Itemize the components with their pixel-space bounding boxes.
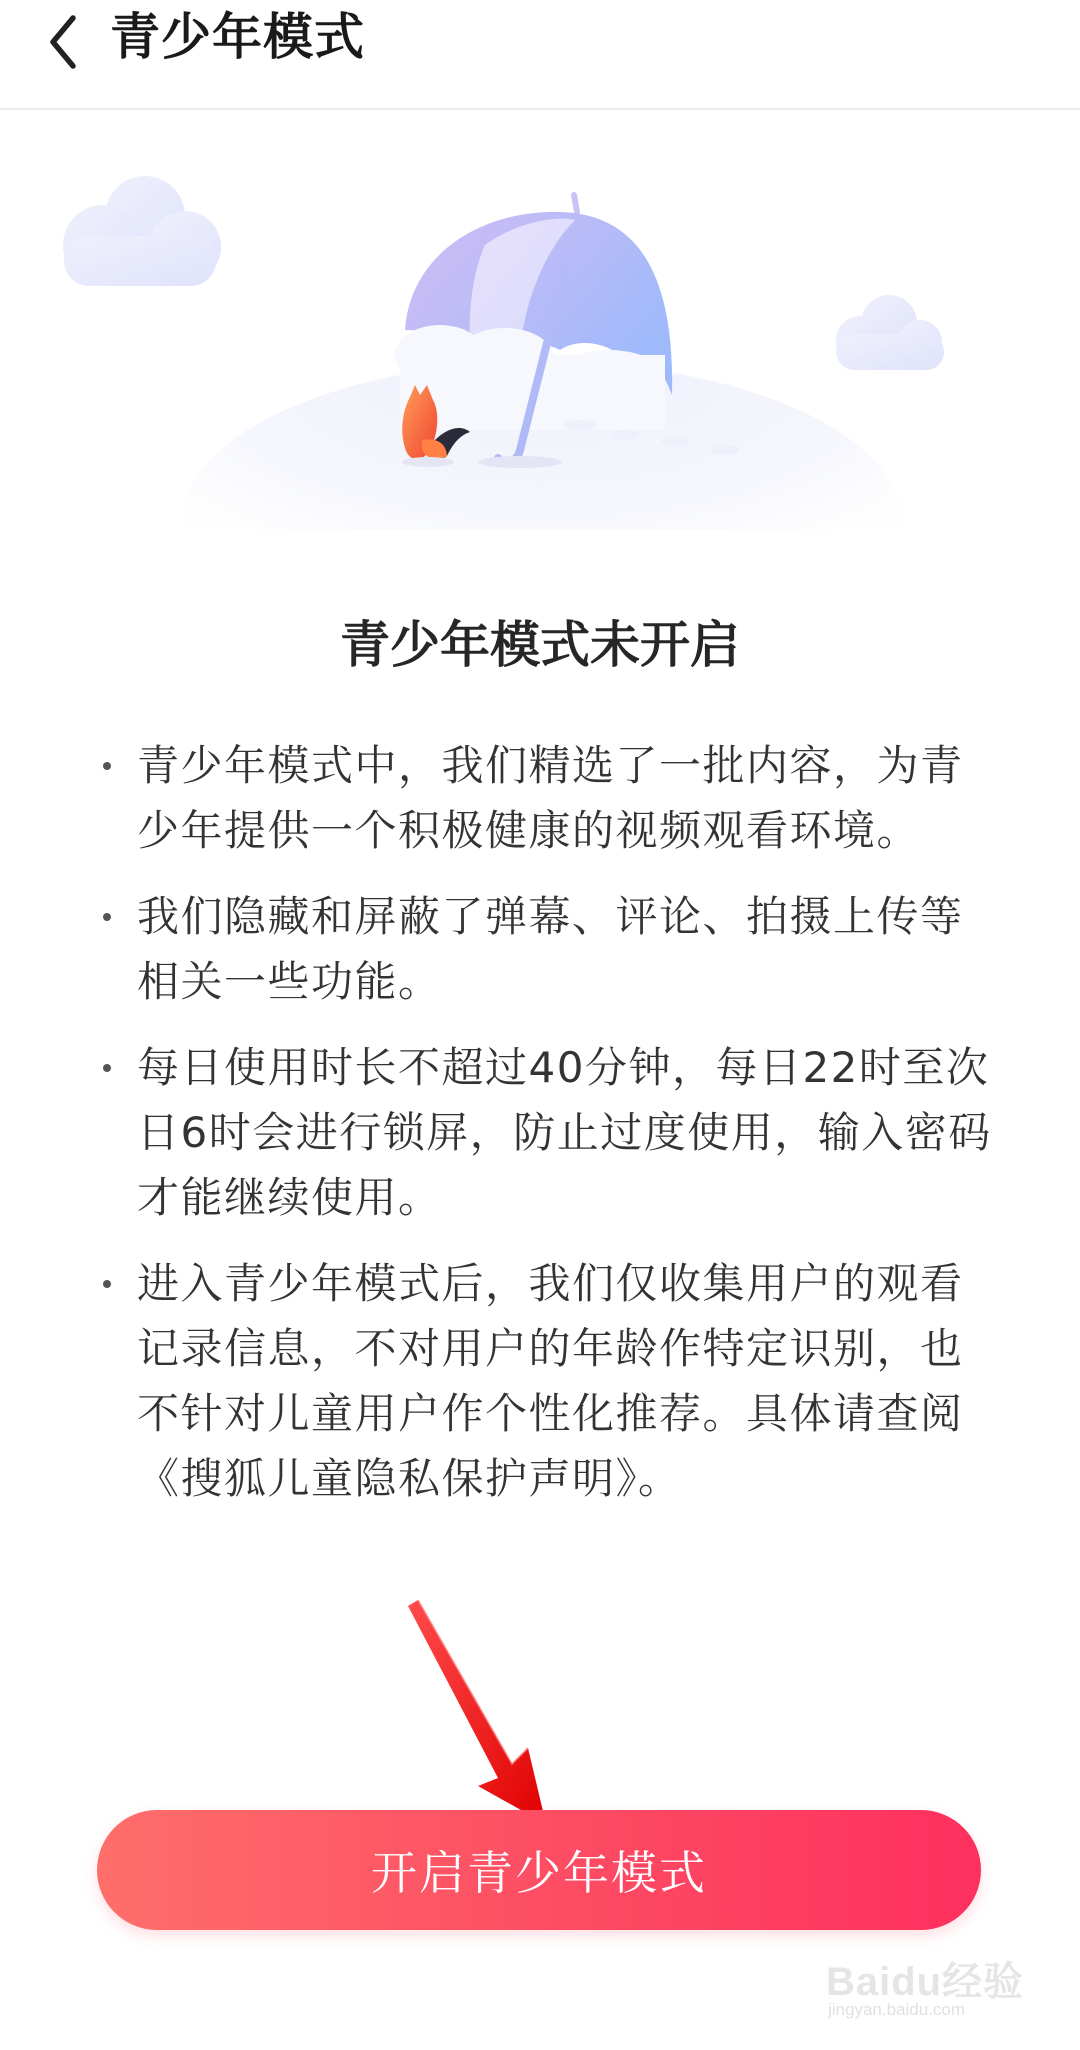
list-item: [100, 733, 1000, 863]
list-item-text: 每日使用时长不超过40分钟，每日22时至次日6时会进行锁屏，防止过度使用，输入密码才能继续使用。: [137, 1043, 992, 1222]
enable-teen-mode-label: 开启青少年模式: [371, 1846, 707, 1900]
list-item-text: 我们隐藏和屏蔽了弹幕、评论、拍摄上传等相关一些功能。: [137, 892, 964, 1006]
red-arrow-icon: [400, 1598, 570, 1828]
back-button[interactable]: [28, 0, 98, 80]
bullet-dot-icon: [103, 1064, 111, 1072]
cloud-icon: [63, 176, 221, 286]
page-title: 青少年模式: [110, 8, 365, 66]
header-bar: [0, 0, 1080, 110]
info-list: [100, 733, 1000, 1532]
watermark: [826, 1950, 1026, 2030]
teen-mode-illustration: [0, 150, 1080, 530]
list-item: [100, 1035, 1000, 1230]
bullet-dot-icon: [103, 913, 111, 921]
cloud-icon: [836, 295, 944, 370]
watermark-text: Baidu经验: [826, 1960, 1025, 2004]
list-item-text: 青少年模式中，我们精选了一批内容，为青少年提供一个积极健康的视频观看环境。: [137, 741, 964, 855]
list-item-text: 进入青少年模式后，我们仅收集用户的观看记录信息，不对用户的年龄作特定识别，也不针对儿童用户作个性化推荐。具体请查阅《搜狐儿童隐私保护声明》。: [137, 1259, 964, 1503]
watermark-sub: jingyan.baidu.com: [828, 2000, 966, 2019]
bullet-dot-icon: [103, 762, 111, 770]
list-item: [100, 1251, 1000, 1511]
enable-teen-mode-button[interactable]: [97, 1810, 981, 1930]
list-item: [100, 884, 1000, 1014]
chevron-left-icon: [43, 10, 83, 70]
bullet-dot-icon: [103, 1280, 111, 1288]
status-title: 青少年模式未开启: [340, 616, 740, 674]
